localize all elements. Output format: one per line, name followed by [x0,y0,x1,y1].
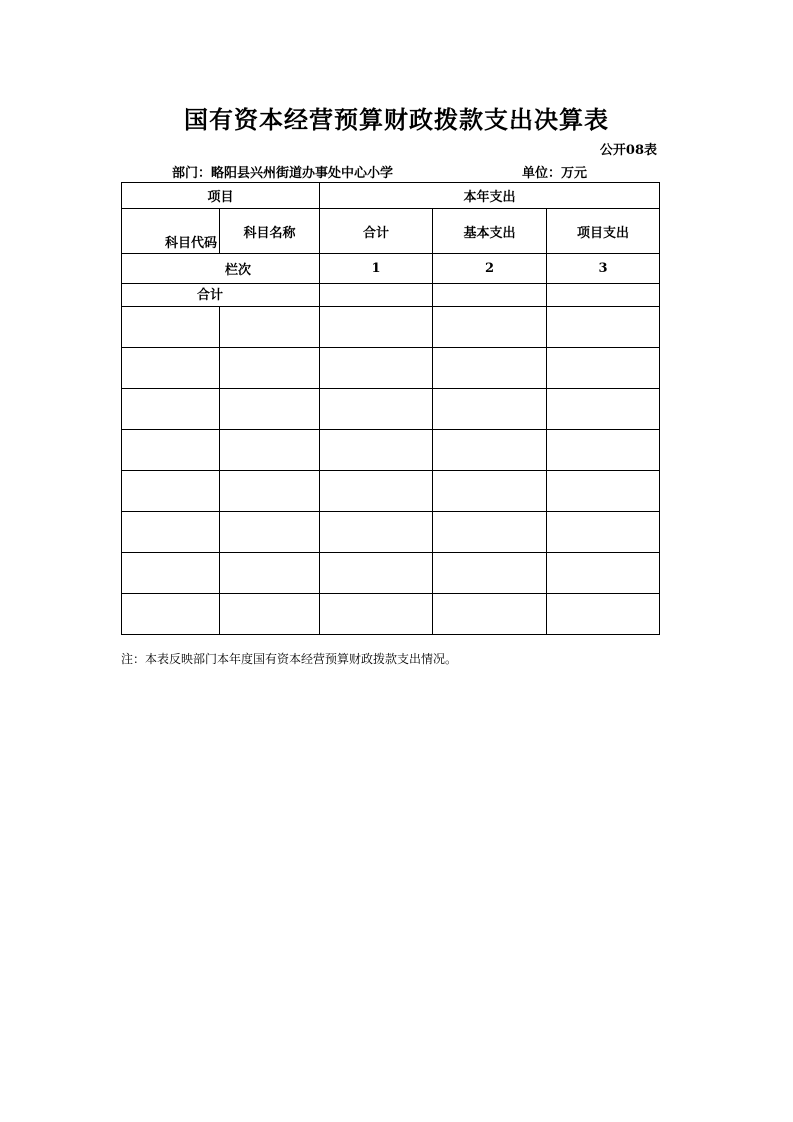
header-this-year: 本年支出 [320,183,660,209]
table-cell [433,471,547,512]
table-cell [320,348,433,389]
table-cell [433,307,547,348]
table-cell [547,553,660,594]
table-cell [547,430,660,471]
total-label: 合计 [122,284,320,307]
table-cell [122,594,220,635]
table-cell [122,348,220,389]
table-cell [122,553,220,594]
header-name: 科目名称 [220,209,320,254]
header-code: 科目代码 [122,209,220,254]
page-title: 国有资本经营预算财政拨款支出决算表 [184,105,609,134]
table-cell [220,594,320,635]
table-cell [433,389,547,430]
table-cell [433,594,547,635]
footnote: 注：本表反映部门本年度国有资本经营预算财政拨款支出情况。 [121,652,458,666]
table-row [122,553,660,594]
table-row [122,307,660,348]
table-cell [320,553,433,594]
table-row [122,389,660,430]
table-cell [122,471,220,512]
table-cell [433,553,547,594]
header-basic: 基本支出 [433,209,547,254]
department-label: 部门：略阳县兴州街道办事处中心小学 [172,166,394,181]
table-cell [320,594,433,635]
column-number-2: 2 [433,254,547,284]
table-row [122,348,660,389]
unit-label: 单位：万元 [522,166,588,181]
table-cell [320,512,433,553]
table-cell [220,348,320,389]
header-row-2 [122,209,660,254]
column-number-1: 1 [320,254,433,284]
table-cell [220,512,320,553]
table-cell [433,430,547,471]
table-cell [122,307,220,348]
table-cell [547,348,660,389]
total-project-cell [547,284,660,307]
expenditure-table [121,182,660,635]
table-cell [547,307,660,348]
table-cell [122,389,220,430]
table-row [122,430,660,471]
table-cell [547,594,660,635]
column-number-label: 栏次 [122,254,320,284]
column-number-row [122,254,660,284]
table-cell [547,512,660,553]
table-cell [547,389,660,430]
total-basic-cell [433,284,547,307]
table-row [122,471,660,512]
table-cell [320,389,433,430]
table-cell [220,307,320,348]
table-cell [122,512,220,553]
header-item: 项目 [122,183,320,209]
header-project: 项目支出 [547,209,660,254]
table-row [122,512,660,553]
table-cell [433,512,547,553]
table-cell [220,553,320,594]
table-cell [122,430,220,471]
form-number: 公开08表 [599,143,657,158]
table-cell [433,348,547,389]
total-row [122,284,660,307]
total-cell [320,284,433,307]
header-total: 合计 [320,209,433,254]
table-cell [320,307,433,348]
table-row [122,594,660,635]
header-row-1 [122,183,660,209]
table-cell [220,389,320,430]
table-cell [220,430,320,471]
column-number-3: 3 [547,254,660,284]
table-cell [320,430,433,471]
table-cell [220,471,320,512]
table-cell [320,471,433,512]
table-cell [547,471,660,512]
